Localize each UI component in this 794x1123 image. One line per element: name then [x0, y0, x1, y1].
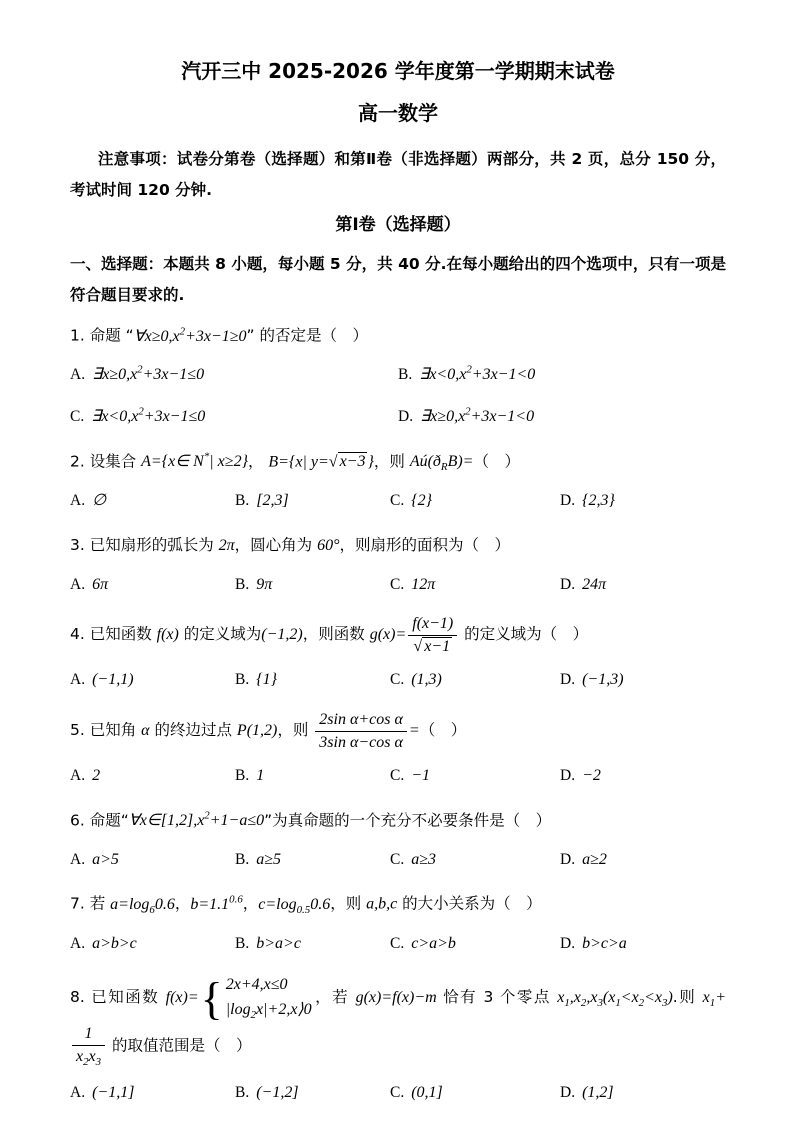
stem-math: (−1,2)	[261, 626, 303, 644]
option-text: [2,3]	[256, 492, 289, 510]
question-4-options	[70, 666, 726, 695]
page-title: 汽开三中 2025-2026 学年度第一学期期末试卷	[181, 59, 615, 83]
stem-math: $\forall x\in[1,2],x^2+1-a\le 0$	[128, 809, 265, 830]
stem-text: （ ）	[419, 721, 467, 740]
stem-text: 的定义域为（ ）	[459, 625, 589, 644]
option-text: 2	[92, 767, 101, 785]
stem-text: （ ）	[473, 452, 520, 471]
option-b	[398, 361, 726, 390]
option-label: A.	[70, 1084, 86, 1101]
stem-text: 的大小关系为（ ）	[397, 894, 542, 913]
stem-math: g(x)= $\frac{f(x-1)}{√ x-1}$	[370, 626, 460, 643]
question-1-options	[70, 361, 726, 432]
option-a	[70, 930, 235, 959]
option-d	[560, 1079, 726, 1108]
option-text: a>5	[92, 850, 119, 868]
option-d	[560, 571, 726, 600]
stem-text: 2. 设集合	[70, 452, 142, 471]
option-c	[390, 762, 560, 791]
option-text: 6π	[92, 575, 109, 593]
option-label: C.	[70, 408, 85, 426]
stem-math: f(x)= { 2x+4,x≤0 $|\log_2x|+2,x⟩0$	[165, 973, 312, 1025]
option-label: A.	[70, 934, 86, 952]
option-d	[560, 666, 726, 695]
option-text: (1,2]	[582, 1084, 614, 1101]
option-text: (−1,3)	[582, 671, 624, 689]
option-a	[70, 666, 235, 695]
option-c	[390, 846, 560, 875]
option-c	[390, 930, 560, 959]
option-text: a≥2	[582, 850, 607, 868]
stem-text: 8. 已知函数	[70, 988, 166, 1007]
option-label: B.	[235, 934, 250, 952]
stem-text: 3. 已知扇形的弧长为	[70, 536, 219, 555]
option-text: a>b>c	[92, 934, 137, 952]
option-label: C.	[390, 850, 405, 868]
option-label: A.	[70, 366, 86, 384]
stem-text: 的定义域为	[178, 625, 262, 644]
question-5	[70, 710, 726, 791]
option-label: B.	[235, 1084, 250, 1101]
option-a	[70, 762, 235, 791]
stem-math: $x_1,x_2,x_3(x_1<x_2<x_3)$	[557, 989, 673, 1010]
stem-text: ” 的否定是（ ）	[246, 326, 369, 345]
stem-text: .则	[672, 988, 703, 1007]
option-text: 12π	[411, 575, 436, 593]
stem-math: $\forall x\ge 0,x^2+3x-1\ge 0$	[133, 325, 247, 345]
stem-text: 的取值范围是（ ）	[107, 1036, 252, 1055]
option-d	[560, 487, 726, 516]
question-3-stem	[70, 531, 726, 561]
option-label: D.	[560, 850, 576, 868]
option-label: C.	[390, 934, 405, 952]
option-b	[235, 762, 390, 791]
option-b	[235, 930, 390, 959]
stem-text: ，	[247, 452, 269, 471]
option-d	[560, 930, 726, 959]
stem-text: ，则	[277, 721, 314, 740]
question-1	[70, 321, 726, 432]
option-text: $\exists x\ge 0,x^2+3x-1\le 0$	[92, 363, 205, 384]
option-label: D.	[560, 492, 576, 510]
option-text: $\exists x<0,x^2+3x-1\le 0$	[91, 406, 206, 426]
option-text: 24π	[582, 575, 607, 593]
option-label: B.	[235, 671, 250, 689]
option-label: A.	[70, 575, 86, 593]
option-a	[70, 487, 235, 516]
page-subtitle: 高一数学	[358, 101, 438, 125]
question-8-options	[70, 1079, 726, 1108]
option-label: B.	[235, 767, 250, 785]
question-3	[70, 531, 726, 599]
question-3-options	[70, 571, 726, 600]
option-label: D.	[560, 767, 576, 785]
option-label: D.	[560, 1084, 576, 1101]
stem-text: 6. 命题“	[70, 811, 129, 830]
option-text: (0,1]	[411, 1084, 443, 1101]
option-label: A.	[70, 671, 86, 689]
stem-text: 1. 命题 “	[70, 326, 134, 345]
question-4-stem	[70, 614, 726, 657]
option-text: (−1,2]	[256, 1084, 299, 1101]
stem-math: $b=1.1^{0.6}$	[190, 893, 243, 913]
stem-text: ，若	[313, 988, 356, 1007]
option-text: {2}	[411, 492, 433, 510]
question-1-stem	[70, 321, 726, 352]
stem-text: 7. 若	[70, 894, 111, 913]
option-text: b>a>c	[256, 934, 301, 952]
stem-text: 5. 已知角	[70, 721, 142, 740]
stem-math: $x_1+$ $\frac{1}{x_2x_3}$	[70, 989, 726, 1054]
option-text: c>a>b	[411, 934, 456, 952]
option-text: {1}	[256, 671, 278, 689]
option-a	[70, 846, 235, 875]
stem-text: ，	[242, 894, 259, 913]
option-label: A.	[70, 767, 86, 785]
question-6-options	[70, 846, 726, 875]
exam-notice: 注意事项：试卷分第卷（选择题）和第Ⅱ卷（非选择题）两部分，共 2 页，总分 150 分，考试时间 120 分钟.	[70, 150, 726, 199]
option-label: B.	[398, 366, 413, 384]
option-label: D.	[560, 575, 576, 593]
option-label: C.	[390, 767, 405, 785]
stem-math: 2π	[218, 537, 235, 555]
option-b	[235, 487, 390, 516]
question-2-options	[70, 487, 726, 516]
question-4	[70, 614, 726, 695]
question-7-options	[70, 930, 726, 959]
option-text: 9π	[256, 575, 273, 593]
question-5-options	[70, 762, 726, 791]
stem-math: A={x∈ N*| x≥2}	[141, 451, 248, 471]
option-c	[390, 1079, 560, 1108]
option-c	[390, 487, 560, 516]
option-c	[390, 666, 560, 695]
question-5-stem	[70, 710, 726, 753]
option-text: $\exists x<0,x^2+3x-1<0$	[419, 363, 536, 384]
stem-text: ，	[174, 894, 191, 913]
option-text: ∅	[92, 492, 107, 510]
section1-title: 第I卷（选择题）	[335, 215, 461, 235]
stem-math: B={x| y=√ x−3 }	[268, 453, 374, 471]
option-text: $\exists x\ge 0,x^2+3x-1<0$	[420, 406, 535, 426]
question-8	[70, 973, 726, 1107]
option-label: B.	[235, 492, 250, 510]
option-text: b>c>a	[582, 934, 627, 952]
question-2-stem	[70, 447, 726, 478]
option-label: A.	[70, 492, 86, 510]
option-text: (1,3)	[411, 671, 442, 689]
option-text: (−1,1)	[92, 671, 134, 689]
option-b	[235, 666, 390, 695]
option-a	[70, 1079, 235, 1108]
stem-math: $\frac{\text{2sin α+cos α}}{\text{3sin α−cos α}}$ =	[313, 722, 419, 739]
option-text: 1	[256, 767, 265, 785]
option-label: D.	[398, 408, 414, 426]
option-label: A.	[70, 850, 86, 868]
stem-math: g(x)=f(x)−m	[355, 989, 437, 1007]
stem-math: P(1,2)	[236, 722, 278, 740]
question-7	[70, 889, 726, 958]
option-text: a≥3	[411, 850, 436, 868]
option-text: −2	[582, 767, 601, 785]
option-a	[70, 361, 398, 390]
question-2	[70, 447, 726, 516]
option-label: D.	[560, 671, 576, 689]
option-b	[235, 571, 390, 600]
option-b	[235, 1079, 390, 1108]
option-text: {2,3}	[582, 492, 615, 510]
stem-text: ，圆心角为	[234, 536, 318, 555]
stem-math: $Aú(ð_RB)=$	[409, 453, 474, 474]
stem-text: 恰有 3 个零点	[436, 988, 558, 1007]
option-c	[390, 571, 560, 600]
stem-text: ，则函数	[302, 625, 370, 644]
stem-math: 60°	[317, 537, 340, 555]
question-6-stem	[70, 806, 726, 837]
option-c	[70, 403, 398, 432]
stem-text: 的终边过点	[149, 721, 237, 740]
option-label: C.	[390, 492, 405, 510]
option-label: C.	[390, 1084, 405, 1101]
stem-text: ，则	[330, 894, 367, 913]
option-text: (−1,1]	[92, 1084, 135, 1101]
stem-math: a,b,c	[366, 895, 398, 913]
stem-math: f(x)	[156, 626, 179, 644]
question-6	[70, 806, 726, 875]
stem-math: $a=\log_60.6$	[110, 895, 175, 916]
option-d	[398, 403, 726, 432]
stem-text: ，则扇形的面积为（ ）	[339, 536, 511, 555]
option-label: B.	[235, 850, 250, 868]
option-a	[70, 571, 235, 600]
stem-text: ，则	[373, 452, 410, 471]
option-label: D.	[560, 934, 576, 952]
stem-math: $c=\log_{0.5}0.6$	[258, 895, 331, 916]
option-text: a≥5	[256, 850, 281, 868]
stem-text: 4. 已知函数	[70, 625, 157, 644]
option-d	[560, 762, 726, 791]
stem-math: α	[141, 722, 150, 740]
option-b	[235, 846, 390, 875]
option-label: C.	[390, 575, 405, 593]
section1-instruction: 一、选择题：本题共 8 小题，每小题 5 分，共 40 分.在每小题给出的四个选项中，只有一项是符合题目要求的.	[70, 255, 726, 305]
option-d	[560, 846, 726, 875]
question-8-stem	[70, 973, 726, 1070]
question-7-stem	[70, 889, 726, 920]
option-label: C.	[390, 671, 405, 689]
option-label: B.	[235, 575, 250, 593]
option-text: −1	[411, 767, 431, 785]
stem-text: ”为真命题的一个充分不必要条件是（ ）	[264, 811, 552, 830]
